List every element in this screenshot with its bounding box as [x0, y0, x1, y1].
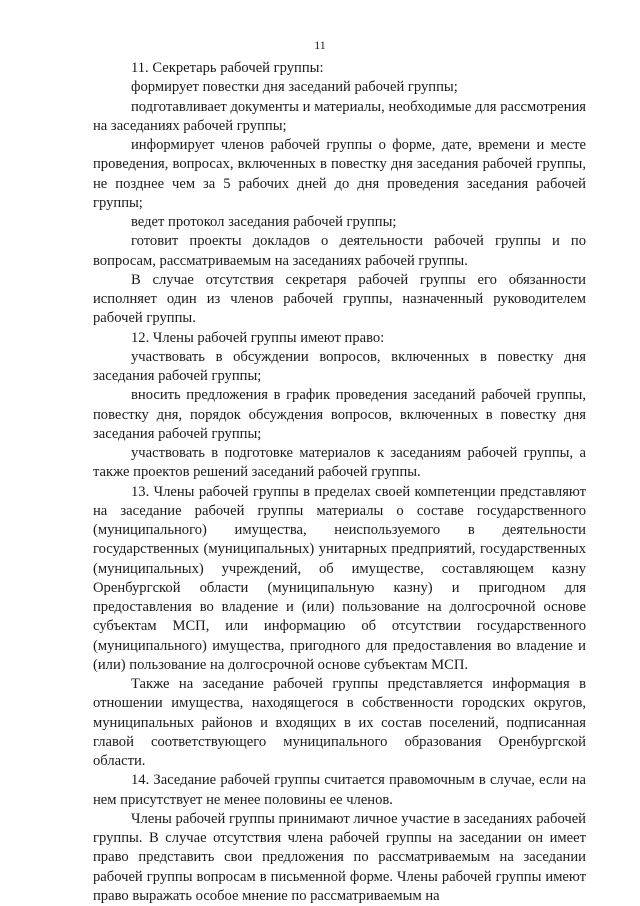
- paragraph: Также на заседание рабочей группы представляется информация в отношении имущества, находящегося в собственности городских округов, муниципальных районов и входящих в их состав поселений, подписанная главой соответствующего муниципального образования Оренбургской области.: [93, 676, 586, 769]
- paragraph: участвовать в подготовке материалов к заседаниям рабочей группы, а также проектов решений заседаний рабочей группы.: [93, 445, 586, 481]
- paragraph: вносить предложения в график проведения заседаний рабочей группы, повестку дня, порядок обсуждения вопросов, включенных в повестку дня заседания рабочей группы;: [93, 387, 586, 442]
- paragraph: 14. Заседание рабочей группы считается правомочным в случае, если на нем присутствует не менее половины ее членов.: [93, 772, 586, 808]
- paragraph: ведет протокол заседания рабочей группы;: [131, 214, 397, 230]
- paragraph: Члены рабочей группы принимают личное участие в заседаниях рабочей группы. В случае отсутствия члена рабочей группы на заседании он имеет право представить свои предложения по рассматриваемым на заседании рабочей группы вопросам в письменной форме. Члены рабочей группы имеют право выражать особое мнение по рассматриваемым на: [93, 810, 586, 904]
- paragraph: 11. Секретарь рабочей группы:: [131, 60, 324, 76]
- paragraph: подготавливает документы и материалы, необходимые для рассмотрения на заседаниях рабочей группы;: [93, 98, 586, 134]
- paragraph: 12. Члены рабочей группы имеют право:: [131, 329, 385, 346]
- paragraph: формирует повестки дня заседаний рабочей группы;: [131, 79, 458, 96]
- document-body: [93, 59, 586, 906]
- paragraph: 13. Члены рабочей группы в пределах своей компетенции представляют на заседание рабочей группы материалы о составе государственного (муниципального) имущества, неиспользуемого в деятельности государственных (муниципальных) унитарных предприятий, государственных (муниципальных) учреждений, об имуществе, составляющем казну Оренбургской области (муниципальную казну) и пригодном для предоставления во владение и (или) пользование на долгосрочной основе субъектам МСП, или информацию об отсутствии государственного (муниципального) имущества, пригодного для предоставления во владение и (или) пользование на долгосрочной основе субъектам МСП.: [93, 483, 586, 673]
- paragraph: информирует членов рабочей группы о форме, дате, времени и месте проведения, вопросах, включенных в повестку дня заседания рабочей группы, не позднее чем за 5 рабочих дней до дня проведения заседания рабочей группы;: [93, 137, 586, 211]
- paragraph: участвовать в обсуждении вопросов, включенных в повестку дня заседания рабочей группы;: [93, 348, 586, 384]
- paragraph: В случае отсутствия секретаря рабочей группы его обязанности исполняет один из членов рабочей группы, назначенный руководителем рабочей группы.: [93, 271, 586, 327]
- paragraph: готовит проекты докладов о деятельности рабочей группы и по вопросам, рассматриваемым на заседаниях рабочей группы.: [93, 233, 586, 269]
- page-number: 11: [314, 38, 326, 52]
